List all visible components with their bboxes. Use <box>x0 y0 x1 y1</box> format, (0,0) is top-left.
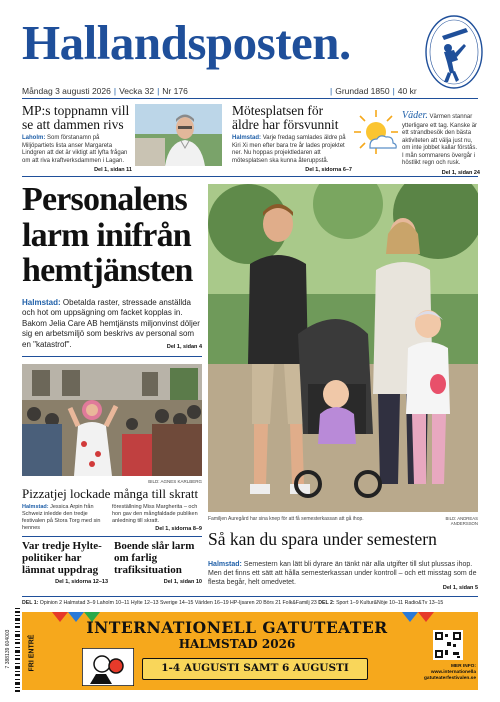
teaser-ref: Del 1, sidorna 6–7 <box>305 167 352 174</box>
story-hylte[interactable] <box>22 541 108 585</box>
weather-ref: Del 1, sidan 24 <box>441 169 480 176</box>
pizza-ref: Del 1, sidorna 8–9 <box>155 526 202 532</box>
sun-cloud-icon <box>352 108 400 156</box>
price: 40 kr <box>397 86 417 96</box>
ad-subtitle: HALMSTAD 2026 <box>178 637 296 651</box>
issue-number: Nr 176 <box>162 86 188 96</box>
index-line: DEL 1: Opinion 2 Halmstad 3–9 Laholm 10–11 Hylte 12–13 Sverige 14–15 Världen 16–19 HP-Ijsaren 20 Börs 21 Folk&Familj 23 DEL 2: Sport 1–9 Kultur&Nöje 10–11 Radio&Tv 13–15 <box>22 600 444 606</box>
pizza-photo-credit: BILD: AGNES KARLBERG <box>148 479 202 484</box>
family-text: Halmstad: Semestern kan lätt bli dyrare än tänkt när alla utgifter till slut plussas ihop. Men det finns ett sätt att hålla semesterkassan under kontroll – och ett misstag som de flesta begår, helt omedvetet. <box>208 561 477 587</box>
teaser-headline: MP:s toppnamn vill se att dammen rivs <box>22 103 130 133</box>
ad-performer-image <box>82 648 134 686</box>
main-rule <box>22 356 202 357</box>
teaser-motesplatsen[interactable] <box>232 104 352 173</box>
pizza-text-col2: föreställning Miss Margherita – och hon gav den mångfaldade publiken anledning till skratt. <box>112 504 198 525</box>
story-ref: Del 1, sidan 10 <box>163 578 202 585</box>
story-headline: Var tredje Hylte-politiker har lämnat uppdrag <box>22 540 102 576</box>
weather-box <box>402 110 480 176</box>
teaser-rule <box>22 176 478 177</box>
issue-week: Vecka 32 <box>119 86 155 96</box>
ad-url-line2[interactable]: gatuteaterfestivalen.se <box>424 675 476 681</box>
hallandsposten-logo <box>424 14 484 96</box>
family-photo-credit: BILD: ANDREAS ANDERSSON <box>445 516 478 526</box>
family-caption: Familjen Auregård har sina knep för att få semesterkassan att gå ihop. <box>208 516 364 522</box>
founded-year: Grundad 1850 <box>335 86 390 96</box>
pizza-headline[interactable]: Pizzatjej lockade många till skratt <box>22 486 199 501</box>
barcode-digits: 7 388139 604003 <box>5 629 11 669</box>
teaser-text: Laholm: Som förstanamn på Miljöpartiets lista anser Margareta Lindgren att det är viktigt att lyfta frågan om att riva kraftverksdammen i Lagan. <box>22 135 128 164</box>
ad-dates: 1-4 AUGUSTI SAMT 6 AUGUSTI <box>142 658 368 680</box>
story-headline: Boende slår larm om farlig trafiksituation <box>114 540 195 576</box>
family-ref: Del 1, sidan 5 <box>442 585 478 591</box>
masthead-rule <box>22 98 478 99</box>
main-ref: Del 1, sidan 4 <box>166 344 202 350</box>
pizza-text-col1: Halmstad: Jessica Arpin från Schweiz inledde den tredje festivalen på Stora Torg med sin hennes <box>22 504 101 532</box>
teaser-mp[interactable] <box>22 104 132 173</box>
gatuteater-ad[interactable] <box>22 612 478 690</box>
ad-info <box>382 664 476 681</box>
masthead-title: Hallandsposten. <box>22 15 351 70</box>
ad-url-line1[interactable]: www.internationella <box>430 669 476 675</box>
index-rule <box>22 596 478 597</box>
qr-code-icon[interactable] <box>433 630 463 660</box>
main-headline[interactable]: Personalens larm inifrån hemtjänsten <box>22 181 193 290</box>
issue-date: Måndag 3 augusti 2026 <box>22 86 111 96</box>
teaser-photo-man <box>135 104 222 166</box>
main-lead: Halmstad: Obetalda raster, stressade anställda och hot om uppsägning om facket kopplas in. Bakom Jelia Care AB hemtjänsts miljonvinst döljer sig en arbetsmiljö som beskrivs av personal som en "katastrof". <box>22 298 200 349</box>
barcode <box>10 606 20 694</box>
teaser-headline: Mötesplatsen för äldre har försvunnit <box>232 103 339 133</box>
family-headline[interactable]: Så kan du spara under semestern <box>208 529 437 549</box>
story-trafik[interactable] <box>114 541 202 585</box>
weather-text: Väder. Värmen stannar ytterligare ett tag. Kanske är ett strandbesök den bästa aktiviteten att välja just nu, om inte jobbet kallar förstås. I mån sommarens övergår i höstlikt regn och rusk. <box>402 110 478 166</box>
family-photo <box>208 184 478 512</box>
pizza-crowd-photo <box>22 364 202 476</box>
ad-title: INTERNATIONELL GATUTEATER <box>86 618 388 637</box>
teaser-ref: Del 1, sidan 11 <box>94 167 132 174</box>
dateline: Måndag 3 augusti 2026 | Vecka 32 | Nr 176 <box>22 86 188 96</box>
founded-price: | Grundad 1850 | 40 kr <box>330 86 417 96</box>
pizza-rule <box>22 536 202 537</box>
ad-info-label: MER INFO: <box>450 664 476 669</box>
teaser-text: Halmstad: Varje fredag samlades äldre på Kiri Xi men efter bara tre år lades projektet ner. Nu hoppas projektledaren att mötesplatsen ska kunna återuppstå. <box>232 135 346 164</box>
ad-side-text: FRI ENTRÉ <box>28 634 36 672</box>
story-ref: Del 1, sidorna 12–13 <box>55 578 108 585</box>
